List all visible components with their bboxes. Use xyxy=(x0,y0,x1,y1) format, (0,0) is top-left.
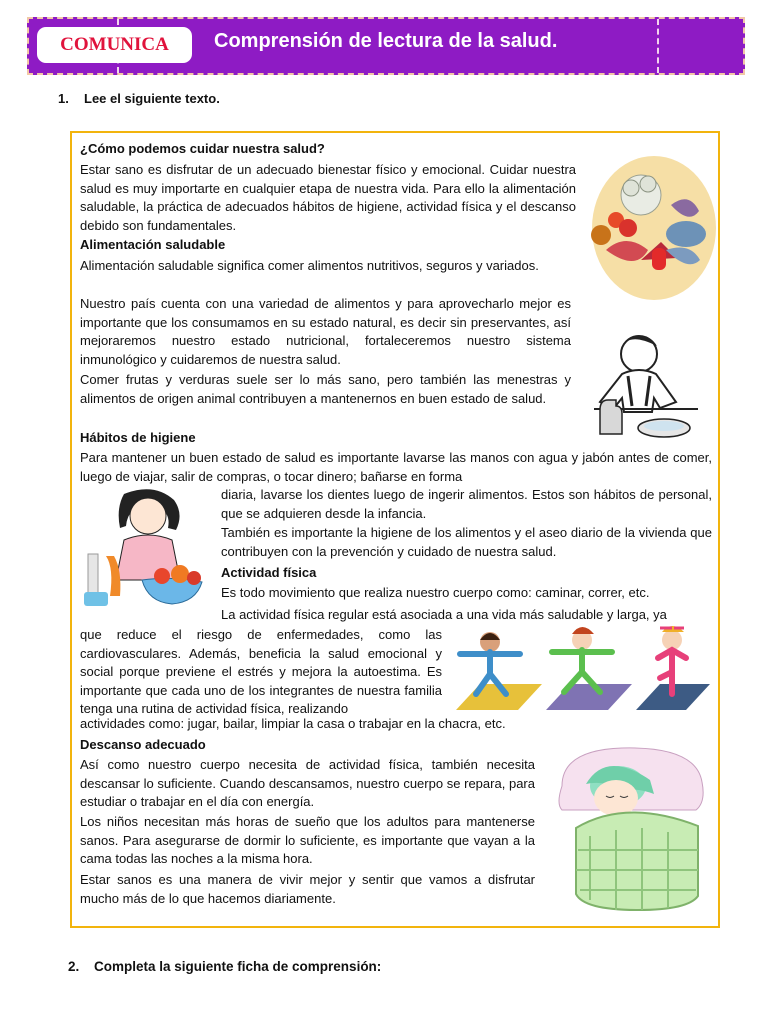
question-number: 1. xyxy=(58,91,69,106)
question-text: Lee el siguiente texto. xyxy=(84,91,220,106)
paragraph-activity-1: Es todo movimiento que realiza nuestro cuerpo como: caminar, correr, etc. xyxy=(221,585,650,600)
section-heading-rest: Descanso adecuado xyxy=(80,737,206,752)
paragraph-activity-2-start: La actividad física regular está asociada a una vida más saludable y larga, ya xyxy=(221,607,667,622)
sleeping-child-illustration xyxy=(556,746,706,914)
paragraph-hygiene-1-end: diaria, lavarse los dientes luego de ingerir alimentos. Estos son hábitos de personal, que se adquieren desde la infancia. xyxy=(221,487,712,521)
paragraph-food-2: Nuestro país cuenta con una variedad de alimentos y para aprovecharlo mejor es importante que los consumamos en su estado natural, es decir sin preservantes, así mejoraremos nuestro estado nutricional, fortaleceremos nuestro sistema inmunológico y cuidaremos de nuestra salud. xyxy=(80,296,571,367)
paragraph-hygiene-2: También es importante la higiene de los alimentos y el aseo diario de la vivienda que contribuyen con la prevención y cuidado de nuestra salud. xyxy=(221,525,712,559)
exercise-kids-illustration xyxy=(454,620,712,714)
paragraph-rest-1: Así como nuestro cuerpo necesita de actividad física, también necesita descansar lo suficiente. Cuando descansamos, nuestro cuerpo se repara, para estudiar o trabajar en el día con energía. xyxy=(80,757,535,810)
food-plate-illustration xyxy=(586,150,716,300)
section-heading-activity: Actividad física xyxy=(221,565,317,580)
question-2 xyxy=(68,959,381,974)
paragraph-hygiene-1-start: Para mantener un buen estado de salud es importante lavarse las manos con agua y jabón antes de comer, luego de viajar, salir de compras, o tocar dinero; bañarse en forma xyxy=(80,450,712,484)
washing-vegetables-girl-illustration xyxy=(84,484,216,614)
header-banner xyxy=(27,17,745,75)
paragraph-rest-2: Los niños necesitan más horas de sueño que los adultos para mantenerse sanos. Para asegurarse de dormir lo suficiente, es importante que vayan a la cama todas las noches a la misma hora. xyxy=(80,814,535,867)
paragraph-activity-2-end: que reduce el riesgo de enfermedades, como las cardiovasculares. Además, beneficia la salud emocional y social porque previene el estrés y mejora la autoestima. Es importante que cada uno de los integrantes de nuestra familia tenga una rutina de actividad física, realizando xyxy=(80,627,442,717)
section-heading-food: Alimentación saludable xyxy=(80,237,226,252)
paragraph-food-1: Alimentación saludable significa comer alimentos nutritivos, seguros y variados. xyxy=(80,258,539,273)
paragraph-activity-2-last: actividades como: jugar, bailar, limpiar la casa o trabajar en la chacra, etc. xyxy=(80,716,506,731)
handwashing-boy-illustration xyxy=(594,330,698,448)
paragraph-rest-3: Estar sanos es una manera de vivir mejor y sentir que vamos a disfrutar mucho más de lo que hacemos diariamente. xyxy=(80,872,535,906)
paragraph-food-3: Comer frutas y verduras suele ser lo más sano, pero también las menestras y alimentos de origen animal contribuyen a mantenernos en buen estado de salud. xyxy=(80,372,571,406)
page-title: Comprensión de lectura de la salud. xyxy=(214,30,558,52)
question-1 xyxy=(58,91,220,106)
question-text: Completa la siguiente ficha de comprensión: xyxy=(94,959,382,974)
subject-badge: COMUNICA xyxy=(37,27,192,63)
section-heading-hygiene: Hábitos de higiene xyxy=(80,430,196,445)
question-number: 2. xyxy=(68,959,80,974)
banner-divider xyxy=(657,19,659,73)
reading-intro: Estar sano es disfrutar de un adecuado bienestar físico y emocional. Cuidar nuestra salud es muy importarte en cualquier etapa de nuestra vida. Para ello la alimentación saludable, la práctica de adecuados hábitos de higiene, actividad física y el descanso debido son fundamentales. xyxy=(80,162,576,233)
reading-title: ¿Cómo podemos cuidar nuestra salud? xyxy=(80,141,325,156)
